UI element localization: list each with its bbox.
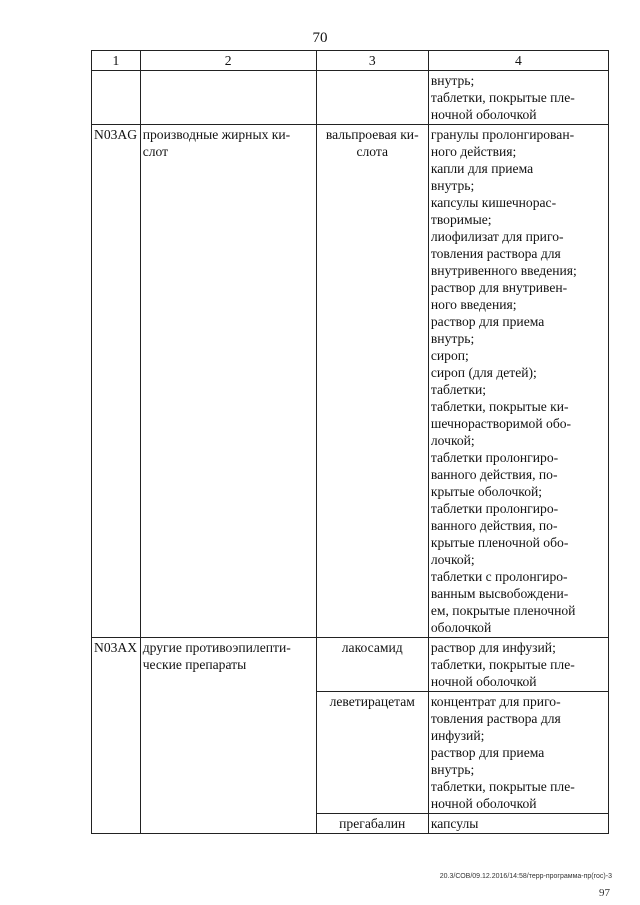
form-line: лочкой; <box>430 433 475 448</box>
group-cell <box>140 125 316 638</box>
group-line: ческие препараты <box>142 657 247 672</box>
form-line: таблетки; <box>430 382 487 397</box>
form-line: внутривенного введения; <box>430 263 577 278</box>
form-line: капсулы <box>430 816 479 831</box>
column-header-3: 3 <box>316 51 428 71</box>
form-line: капсулы кишечнорас- <box>430 195 557 210</box>
group-cell <box>140 71 316 125</box>
form-line: инфузий; <box>430 728 485 743</box>
column-header-2: 2 <box>140 51 316 71</box>
forms-cell <box>428 692 608 814</box>
form-line: таблетки, покрытые пле- <box>430 90 575 105</box>
code-cell: N03AX <box>92 638 141 834</box>
drug-cell: прегабалин <box>316 814 428 834</box>
form-line: таблетки с пролонгиро- <box>430 569 568 584</box>
form-line: шечнорастворимой обо- <box>430 416 572 431</box>
form-line: внутрь; <box>430 762 475 777</box>
form-line: ванного действия, по- <box>430 467 558 482</box>
drug-line: вальпроевая ки- <box>325 127 419 142</box>
table-row-continued <box>92 71 609 125</box>
drug-line: слота <box>356 144 389 159</box>
code-cell: N03AG <box>92 125 141 638</box>
form-line: крытые оболочкой; <box>430 484 543 499</box>
forms-cell <box>428 71 608 125</box>
column-header-4: 4 <box>428 51 608 71</box>
form-line: таблетки пролонгиро- <box>430 450 559 465</box>
form-line: капли для приема <box>430 161 534 176</box>
header-row <box>92 51 609 71</box>
form-line: ного введения; <box>430 297 517 312</box>
form-line: таблетки, покрытые ки- <box>430 399 569 414</box>
form-line: ем, покрытые пленочной <box>430 603 576 618</box>
drug-cell <box>316 71 428 125</box>
form-line: ночной оболочкой <box>430 674 537 689</box>
drug-cell <box>316 125 428 638</box>
form-line: оболочкой <box>430 620 492 635</box>
form-line: товления раствора для <box>430 711 561 726</box>
form-line: внутрь; <box>430 178 475 193</box>
group-line: производные жирных ки- <box>142 127 291 142</box>
form-line: сироп (для детей); <box>430 365 537 380</box>
forms-cell <box>428 638 608 692</box>
form-line: внутрь; <box>430 73 475 88</box>
form-line: раствор для приема <box>430 314 545 329</box>
drug-cell: леветирацетам <box>316 692 428 814</box>
group-line: слот <box>142 144 169 159</box>
form-line: таблетки пролонгиро- <box>430 501 559 516</box>
code-cell <box>92 71 141 125</box>
form-line: раствор для инфузий; <box>430 640 556 655</box>
form-line: раствор для внутривен- <box>430 280 568 295</box>
page-number: 70 <box>312 30 328 46</box>
form-line: лочкой; <box>430 552 475 567</box>
form-line: товления раствора для <box>430 246 561 261</box>
form-line: внутрь; <box>430 331 475 346</box>
form-line: ванного действия, по- <box>430 518 558 533</box>
form-line: ночной оболочкой <box>430 796 537 811</box>
form-line: раствор для приема <box>430 745 545 760</box>
form-line: лиофилизат для приго- <box>430 229 564 244</box>
form-line: гранулы пролонгирован- <box>430 127 575 142</box>
form-line: концентрат для приго- <box>430 694 561 709</box>
forms-cell <box>428 125 608 638</box>
group-cell <box>140 638 316 834</box>
form-line: крытые пленочной обо- <box>430 535 569 550</box>
footer-page-mark: 97 <box>599 887 610 899</box>
form-line: ного действия; <box>430 144 517 159</box>
table-row-n03ag <box>92 125 609 638</box>
group-line: другие противоэпилепти- <box>142 640 291 655</box>
drug-cell: лакосамид <box>316 638 428 692</box>
table-row-n03ax <box>92 638 609 692</box>
footer-stamp: 20.3/СОВ/09.12.2016/14:58/терр-программа-пр(гос)-3 <box>439 873 612 880</box>
drug-table <box>91 50 609 834</box>
column-header-1: 1 <box>92 51 141 71</box>
form-line: таблетки, покрытые пле- <box>430 657 575 672</box>
form-line: творимые; <box>430 212 492 227</box>
form-line: ночной оболочкой <box>430 107 537 122</box>
form-line: сироп; <box>430 348 469 363</box>
form-line: таблетки, покрытые пле- <box>430 779 575 794</box>
form-line: ванным высвобождени- <box>430 586 569 601</box>
forms-cell <box>428 814 608 834</box>
